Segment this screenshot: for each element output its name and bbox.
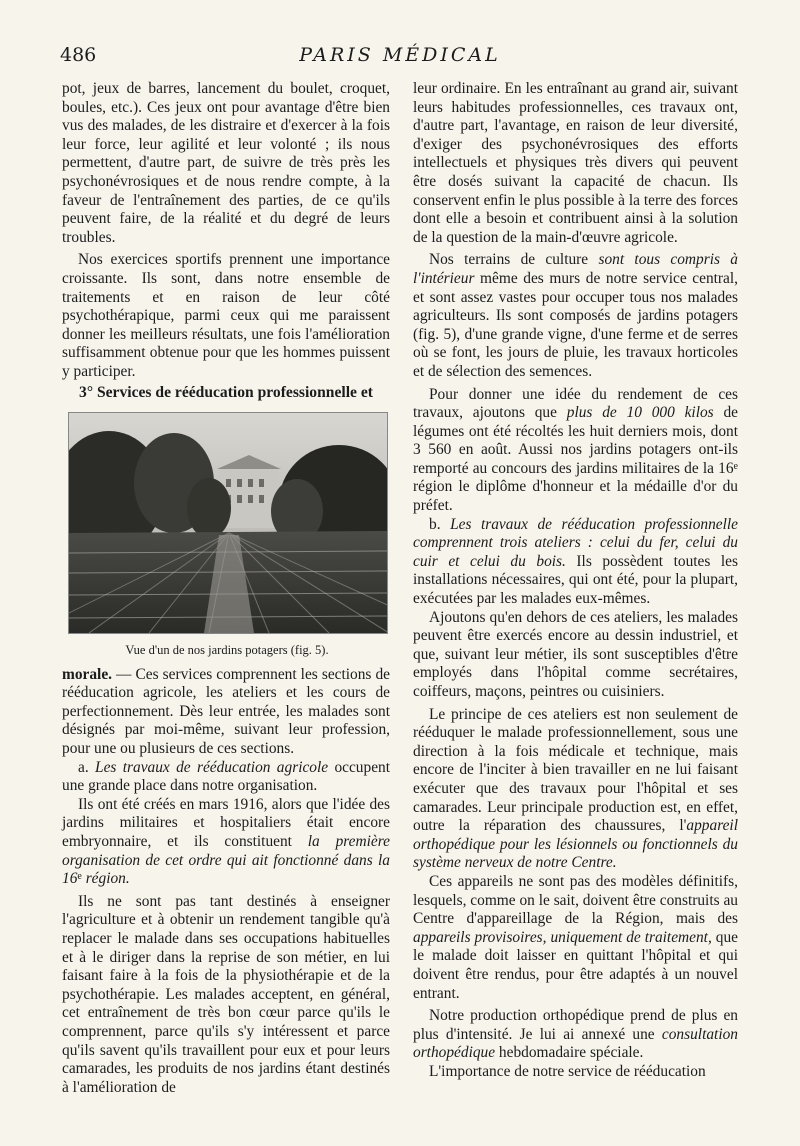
paragraph-text: Nos terrains de culture [429,251,599,269]
emphasis: appareil orthopédique pour les lésionnels ou fonctionnels du système nerveux de notre Centre. [413,817,738,872]
paragraph [413,873,738,1003]
left-column [62,80,390,1097]
figure [68,412,386,660]
paragraph [413,1007,738,1063]
paragraph: pot, jeux de barres, lancement du boulet, croquet, boules, etc.). Ces jeux ont pour avantage d'être bien vus des malades, de les distraire et d'exercer à la fois leur force, leur agilité et leur volonté ; ils nous permettent, d'autre part, de suivre de très près les psychonévrosiques et de nous rendre compte, à la faveur de l'entraînement des parties, de ce qu'ils peuvent faire, de la réalité et du degré de leurs troubles. [62,80,390,246]
paragraph-text: — Ces services comprennent les sections de rééducation agricole, les ateliers et les cours de perfectionnement. Dès leur entrée, les malades sont désignés par moi-même, suivant leur profession, pour une ou plusieurs de ces sections. [62,665,390,758]
emphasis: la première organisation de cet ordre qui ait fonctionné dans la 16 [62,833,390,888]
figure-caption: Vue d'un de nos jardins potagers (fig. 5). [125,643,329,658]
paragraph-text: même des murs de notre service central, et sont assez vastes pour occuper tous nos malades agriculteurs. Ils sont composés de jardins potagers (fig. 5), d'une grande vigne, d'une ferme et de serres où se font, les jours de pluie, les travaux horticoles et de sélection des semences. [413,269,738,380]
emphasis: plus de 10 000 kilos [566,404,714,422]
running-title: PARIS MÉDICAL [299,44,501,66]
paragraph [413,251,738,381]
paragraph-text: hebdomadaire spéciale. [495,1044,644,1062]
garden-photo [68,412,388,634]
page-number: 486 [60,44,97,66]
paragraph [62,796,390,889]
paragraph-text: Le principe de ces ateliers est non seulement de rééduquer le malade professionnellement, sous une direction à la fois médicale et technique, mais encore de l'inciter à bien travailler en ne lui faisant exécuter que des travaux pour l'hôpital et ses camarades. Leur principale production est, en effet, outre la réparation des chaussures, l' [413,705,738,835]
paragraph-text: Ils possèdent toutes les installations nécessaires, qui ont été, pour la plupart, exécutées par les malades eux-mêmes. [413,552,738,608]
paragraph: Ils ne sont pas tant destinés à enseigner l'agriculture et à obtenir un rendement tangible qu'à replacer le malade dans ses occupations habituelles et à le diriger dans la reprise de son métier, en lui faisant faire à la fois de la physiothérapie et de la psychothérapie. Les malades acceptent, en général, cet entraînement de très bon cœur parce qu'ils le comprennent, parce qu'ils s'y intéressent et parce qu'ils savent qu'ils travaillent pour eux et pour leurs camarades, les produits de nos jardins étant destinés à l'amélioration de [62,892,390,1096]
emphasis: appareils provisoires, uniquement de traitement, [413,928,712,946]
emphasis: région. [81,870,130,888]
run-in-heading: morale. [62,665,112,683]
superscript: e [733,460,738,472]
section-heading: 3° Services de rééducation professionnelle et [79,383,373,401]
paragraph-text: Notre production orthopédique prend de plus en plus d'intensité. Je lui ai annexé une [413,1007,738,1043]
list-marker: a. [78,758,96,776]
list-marker: b. [429,515,451,533]
emphasis: sont tous compris à l'intérieur [413,251,738,287]
paragraph-text: occupent une grande place dans notre organisation. [62,758,390,795]
paragraph [62,759,390,796]
paragraph [62,666,390,759]
paragraph-text: région le diplôme d'honneur et la médaille d'or du préfet. [413,478,738,515]
right-column [413,80,738,1081]
emphasis: consultation orthopédique [413,1025,738,1062]
paragraph-text: Pour donner une idée du rendement de ces travaux, ajoutons que [413,385,738,422]
paragraph-text: Ils ont été créés en mars 1916, alors que l'idée des jardins militaires et hospitaliers était encore embryonnaire, et ils constituent [62,795,390,851]
paragraph [413,386,738,516]
paragraph [413,516,738,609]
paragraph: Nos exercices sportifs prennent une importance croissante. Ils sont, dans notre ensemble de traitements et en raison de leur côté psychothérapique, parmi ceux qui me paraissent donner les meilleurs résultats, une fois l'amélioration suffisamment obtenue pour que les hommes puissent y participer. [62,251,390,380]
paragraph: leur ordinaire. En les entraînant au grand air, suivant leurs habitudes professionnelles, ces travaux ont, d'autre part, l'avantage, en raison de leur diversité, d'exiger des psychonévrosiques des efforts intellectuels et physiques très divers qui peuvent être dosés suivant la capacité de chacun. Ils conservent enfin le plus possible à la terre des forces dont elle a besoin et contribuent ainsi à la solution de la question de la main-d'œuvre agricole. [413,80,738,246]
paragraph-text: Ces appareils ne sont pas des modèles définitifs, lesquels, comme on le sait, doivent être construits au Centre d'appareillage de la Région, mais des [413,872,738,928]
paragraph: L'importance de notre service de rééducation [429,1062,706,1080]
paragraph: Ajoutons qu'en dehors de ces ateliers, les malades peuvent être exercés encore au dessin industriel, et que, suivant leur métier, ils sont susceptibles d'être employés dans l'hôpital comme secrétaires, coiffeurs, maçons, peintres ou cuisiniers. [413,608,738,700]
page-header [0,0,800,70]
emphasis: Les travaux de rééducation agricole [95,758,329,776]
paragraph [413,706,738,873]
emphasis: Les travaux de rééducation professionnelle comprennent trois ateliers : celui du fer, celui du cuir et celui du bois. [413,515,739,570]
paragraph-text: que le malade doit laisser en quittant l'hôpital et qui doivent être rendus, pour être adaptés à un nouvel entrant. [413,928,738,1002]
paragraph-text: de légumes ont été récoltés les huit derniers mois, dont 3 560 en août. Aussi nos jardins potagers ont-ils remporté au concours des jardins militaires de la 16 [413,404,739,477]
superscript: e [77,871,82,883]
